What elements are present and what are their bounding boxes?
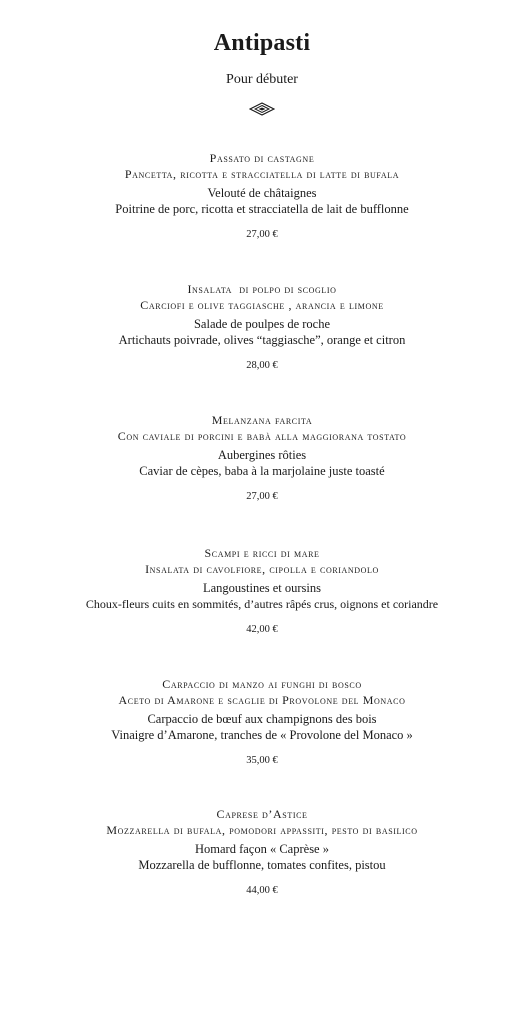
menu-item — [0, 806, 524, 897]
menu-item — [0, 150, 524, 241]
dish-italian-description: Con caviale di porcini e babà alla maggiorana tostato — [117, 429, 407, 443]
dish-french-description: Poitrine de porc, ricotta et stracciatella de lait de bufflonne — [115, 202, 409, 216]
dish-french-name: Velouté de châtaignes — [207, 186, 317, 200]
dish-italian-name: Caprese d’Astice — [216, 807, 308, 821]
dish-french-name: Carpaccio de bœuf aux champignons des bois — [147, 712, 377, 726]
dish-price: 35,00 € — [246, 755, 278, 766]
diamond-ornament-icon — [249, 102, 275, 116]
dish-italian-description: Pancetta, ricotta e stracciatella di latte di bufala — [124, 167, 400, 181]
menu-item — [0, 281, 524, 372]
dish-french-name: Salade de poulpes de roche — [193, 317, 331, 331]
dish-italian-name: Insalata di polpo di scoglio — [187, 282, 337, 296]
dish-french-description: Caviar de cèpes, baba à la marjolaine juste toasté — [139, 464, 385, 478]
dish-french-description: Choux-fleurs cuits en sommités, d’autres râpés crus, oignons et coriandre — [85, 597, 439, 611]
dish-price: 27,00 € — [246, 229, 278, 240]
page-subtitle: Pour débuter — [226, 72, 298, 87]
dish-price: 42,00 € — [246, 624, 278, 635]
dish-price: 44,00 € — [246, 885, 278, 896]
dish-italian-description: Mozzarella di bufala, pomodori appassiti, pesto di basilico — [106, 823, 418, 837]
menu-item — [0, 412, 524, 503]
dish-french-description: Vinaigre d’Amarone, tranches de « Provolone del Monaco » — [111, 728, 413, 742]
dish-italian-name: Melanzana farcita — [211, 413, 313, 427]
dish-french-name: Aubergines rôties — [217, 448, 307, 462]
dish-italian-description: Insalata di cavolfiore, cipolla e coriandolo — [145, 562, 379, 576]
dish-french-description: Artichauts poivrade, olives “taggiasche”, orange et citron — [118, 333, 406, 347]
dish-price: 27,00 € — [246, 491, 278, 502]
dish-french-name: Langoustines et oursins — [202, 581, 322, 595]
dish-italian-name: Passato di castagne — [209, 151, 315, 165]
menu-item — [0, 676, 524, 767]
dish-french-name: Homard façon « Caprèse » — [195, 842, 329, 856]
page-title: Antipasti — [213, 30, 311, 56]
dish-italian-name: Carpaccio di manzo ai funghi di bosco — [162, 677, 362, 691]
dish-italian-name: Scampi e ricci di mare — [204, 546, 320, 560]
dish-french-description: Mozzarella de bufflonne, tomates confites, pistou — [138, 858, 386, 872]
dish-italian-description: Aceto di Amarone e scaglie di Provolone del Monaco — [118, 693, 406, 707]
menu-item — [0, 545, 524, 636]
dish-price: 28,00 € — [246, 360, 278, 371]
dish-italian-description: Carciofi e olive taggiasche , arancia e limone — [140, 298, 384, 312]
